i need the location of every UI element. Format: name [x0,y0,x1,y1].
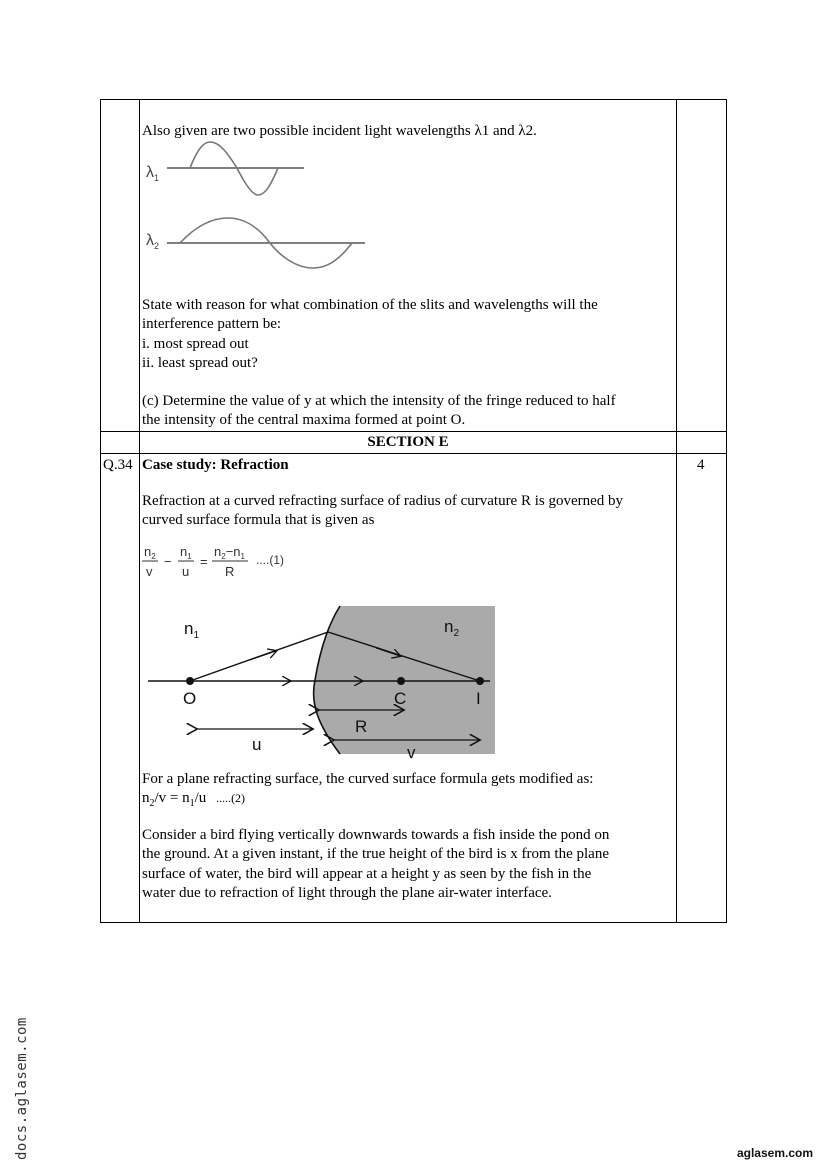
formula-tag: ....(1) [256,553,285,567]
refraction-diagram [140,600,510,765]
formula2-part: n [142,790,150,806]
formula-u: u [182,564,190,579]
paragraph-line: the ground. At a given instant, if the true height of the bird is x from the plane [142,846,609,863]
table-col-divider-2 [676,99,677,923]
part-c-text [142,392,616,431]
question-line: ii. least spread out? [142,355,258,372]
question-title: Case study: Refraction [142,457,289,473]
ray-arrow [250,651,276,660]
u-label: u [252,735,262,754]
section-heading: SECTION E [367,434,449,450]
brand-footer: aglasem.com [736,1146,813,1160]
question-line: i. most spread out [142,335,249,352]
formula2-sub: 1 [189,798,195,809]
question-text [142,296,598,374]
n2-label: $n_2$ [444,617,460,639]
formula-minus: − [164,554,172,569]
n1-label: $n_1$ [184,619,200,641]
wavelength-intro: Also given are two possible incident light wavelengths λ1 and λ2. [142,123,537,139]
plane-surface-formula [142,789,245,813]
table-border-bottom [100,922,727,923]
formula-v: v [146,564,153,579]
question-line: State with reason for what combination of the slits and wavelengths will the [142,297,598,313]
part-c-line: the intensity of the central maxima formed at point O. [142,412,466,429]
wave1-label: $\lambda_1$ [146,164,160,183]
paragraph-line: water due to refraction of light through the plane air-water interface. [142,885,552,902]
bird-fish-paragraph [142,826,609,904]
table-row-divider-2 [100,453,727,454]
v-label: v [407,743,416,762]
question-line: interference pattern be: [142,316,282,333]
formula-rhs-denominator: R [225,564,235,579]
table-row-divider-1 [100,431,727,432]
curved-surface-formula [140,540,300,582]
paragraph-line: Consider a bird flying vertically downwards towards a fish inside the pond on [142,827,610,843]
question-number: Q.34 [103,457,133,473]
formula-n2: $n_2$ [144,544,156,561]
table-border-left [100,99,101,923]
wave2-label: $\lambda_2$ [146,232,160,251]
point-i [476,677,484,685]
r-label: R [355,717,368,736]
table-border-right [726,99,727,923]
plane-surface-paragraph: For a plane refracting surface, the curved surface formula gets modified as: [142,771,594,787]
formula-rhs-numerator: $n_2-n_1$ [214,544,245,561]
wavelength-diagram [140,140,380,280]
paragraph-line: surface of water, the bird will appear at a height y as seen by the fish in the [142,865,592,882]
paragraph-line: Refraction at a curved refracting surface of radius of curvature R is governed by [142,493,624,509]
paragraph-line: curved surface formula that is given as [142,512,375,529]
point-o [186,677,194,685]
formula2-tag: .....(2) [216,791,246,805]
table-border-top [100,99,727,100]
formula2-sub: 2 [149,798,155,809]
o-label: O [183,689,197,708]
watermark: docs.aglasem.com [14,1017,30,1160]
point-c [397,677,405,685]
formula2-part: /u [194,790,207,806]
formula2-part: /v = n [154,790,190,806]
refraction-paragraph [142,492,623,531]
i-label: I [476,689,481,708]
part-c-line: (c) Determine the value of y at which the intensity of the fringe reduced to half [142,393,616,409]
question-marks: 4 [697,457,705,473]
formula-equals: = [200,554,208,569]
formula-n1: $n_1$ [180,544,192,561]
c-label: C [394,689,407,708]
